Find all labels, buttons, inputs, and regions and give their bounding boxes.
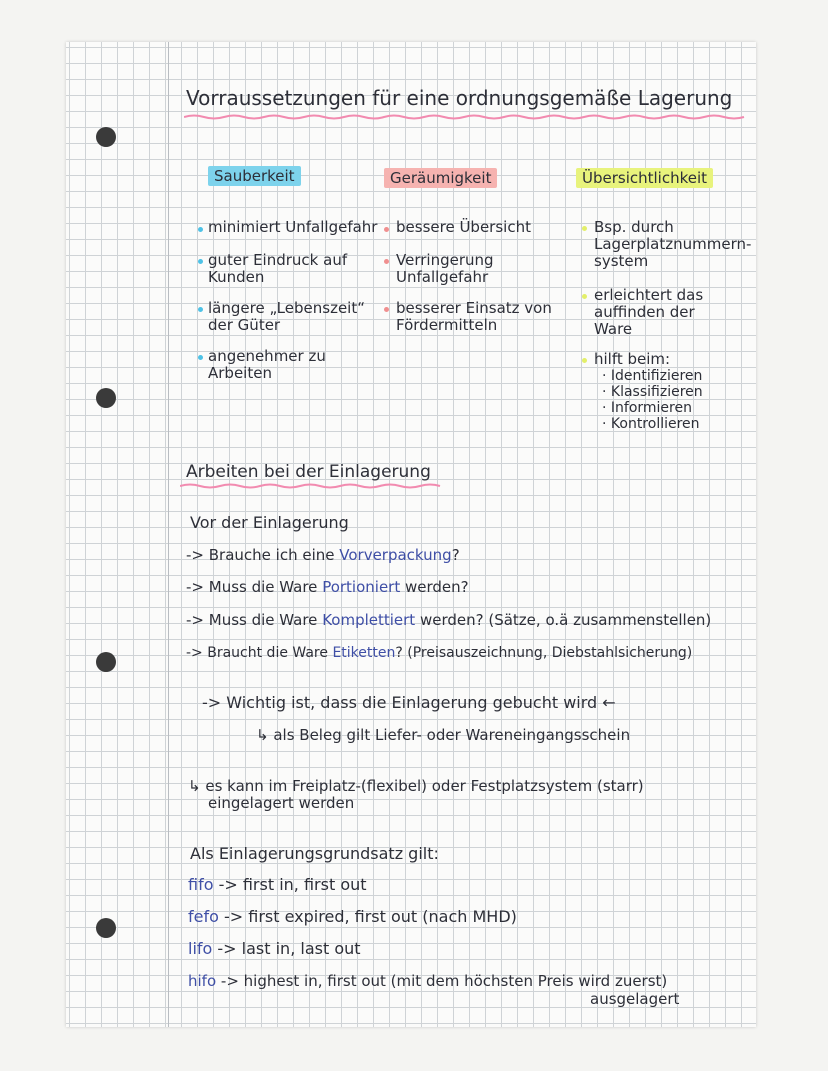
punch-hole-bottom	[96, 918, 116, 938]
rule-text: -> first in, first out	[213, 875, 367, 894]
rule-line	[188, 940, 361, 957]
bullet-icon	[384, 259, 389, 264]
list-item: erleichtert das auffinden der Ware	[594, 286, 704, 338]
question-text: -> Muss die Ware	[186, 611, 323, 629]
bullet-icon	[198, 307, 203, 312]
question-line	[186, 547, 460, 564]
section-underline	[180, 483, 450, 489]
list-item: hilft beim:	[594, 350, 671, 368]
question-end: werden?	[400, 578, 469, 596]
list-item: angenehmer zu Arbeiten	[208, 347, 326, 382]
question-end: ?	[451, 546, 460, 564]
bullet-icon	[582, 226, 587, 231]
rule-key: fifo	[188, 875, 214, 894]
punch-hole-top	[96, 127, 116, 147]
heading-sauberkeit	[208, 168, 301, 185]
notebook-page	[66, 42, 756, 1027]
heading-uebersichtlichkeit-label: Übersichtlichkeit	[576, 168, 713, 188]
bullet-icon	[582, 294, 587, 299]
list-item: längere „Lebenszeit“ der Güter	[208, 299, 366, 334]
rule-key: hifo	[188, 972, 217, 990]
question-text: -> Muss die Ware	[186, 578, 323, 596]
important-note: -> Wichtig ist, dass die Einlagerung gebucht wird ←	[202, 693, 616, 712]
bullet-icon	[198, 227, 203, 232]
question-keyword: Komplettiert	[322, 611, 416, 629]
heading-geraeumigkeit-label: Geräumigkeit	[384, 168, 497, 188]
system-note: ↳ es kann im Freiplatz-(flexibel) oder Festplatzsystem (starr)	[188, 777, 644, 795]
rule-line-cont: ausgelagert	[590, 990, 680, 1008]
question-keyword: Vorverpackung	[339, 546, 452, 564]
list-item: guter Eindruck auf Kunden	[208, 251, 348, 286]
sub-item: · Klassifizieren	[602, 384, 703, 400]
list-item: besserer Einsatz von Fördermitteln	[396, 299, 552, 334]
title-underline	[184, 114, 754, 120]
heading-sauberkeit-label: Sauberkeit	[208, 166, 301, 186]
system-note-cont: eingelagert werden	[208, 794, 355, 812]
question-keyword: Portioniert	[322, 578, 401, 596]
bullet-icon	[384, 227, 389, 232]
rule-text: -> first expired, first out (nach MHD)	[218, 907, 517, 926]
rule-text: -> highest in, first out (mit dem höchsten Preis wird zuerst)	[216, 972, 668, 990]
question-text: -> Braucht die Ware	[186, 645, 333, 661]
margin-line	[168, 42, 169, 1027]
bullet-icon	[198, 355, 203, 360]
question-line	[186, 612, 711, 629]
bullet-icon	[384, 307, 389, 312]
list-item: minimiert Unfallgefahr	[208, 218, 378, 236]
punch-hole-middle	[96, 388, 116, 408]
list-item: Verringerung Unfallgefahr	[396, 251, 494, 286]
question-end: werden? (Sätze, o.ä zusammenstellen)	[415, 611, 712, 629]
rule-text: -> last in, last out	[212, 939, 361, 958]
section-heading: Arbeiten bei der Einlagerung	[186, 462, 431, 482]
sub-item: · Informieren	[602, 400, 692, 416]
rule-key: lifo	[188, 939, 213, 958]
question-end: ? (Preisauszeichnung, Diebstahlsicherung)	[395, 645, 693, 661]
bullet-icon	[198, 259, 203, 264]
question-text: -> Brauche ich eine	[186, 546, 340, 564]
sub-item: · Kontrollieren	[602, 416, 700, 432]
question-line	[186, 579, 469, 596]
list-item: Bsp. durch Lagerplatznummern-system	[594, 218, 752, 270]
question-line	[186, 645, 692, 662]
question-keyword: Etiketten	[332, 645, 396, 661]
rule-line	[188, 876, 367, 893]
heading-geraeumigkeit	[384, 170, 497, 187]
sub-heading: Vor der Einlagerung	[190, 513, 349, 532]
list-item: bessere Übersicht	[396, 218, 531, 236]
bullet-icon	[582, 358, 587, 363]
rule-key: fefo	[188, 907, 219, 926]
sub-item: · Identifizieren	[602, 368, 703, 384]
rule-line	[188, 973, 667, 990]
principle-heading: Als Einlagerungsgrundsatz gilt:	[190, 844, 439, 863]
beleg-note: ↳ als Beleg gilt Liefer- oder Wareneingangsschein	[256, 726, 631, 744]
rule-line	[188, 908, 517, 925]
page-title: Vorraussetzungen für eine ordnungsgemäße Lagerung	[186, 86, 733, 110]
punch-hole-lower	[96, 652, 116, 672]
heading-uebersichtlichkeit	[576, 170, 713, 187]
